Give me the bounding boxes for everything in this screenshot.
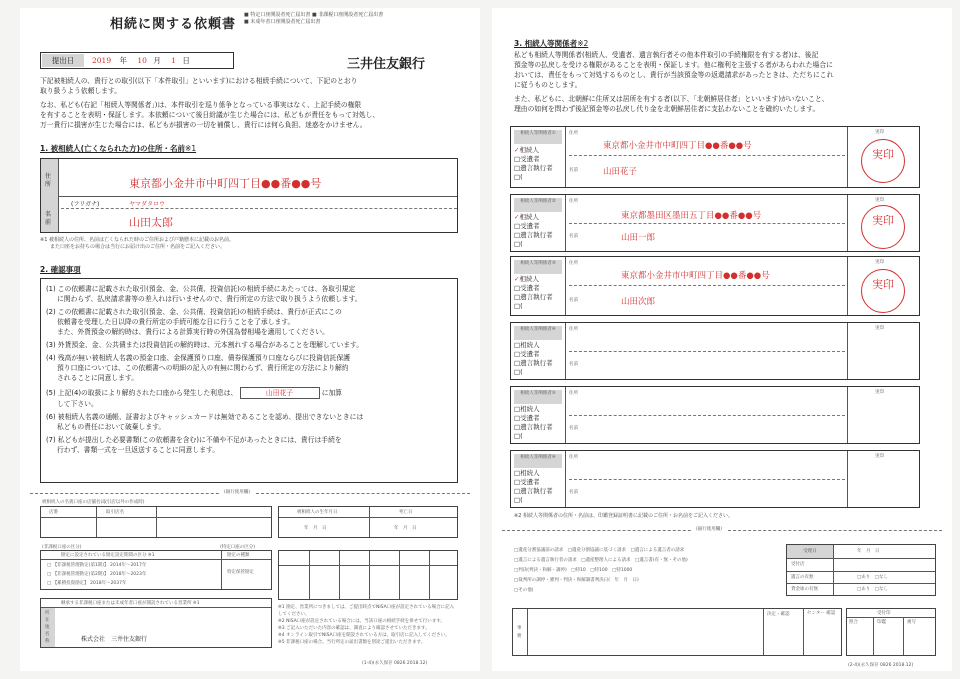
confirm-items: (1) この依頼書に記載された取引(預金、金、公共債、投資信託)の相続手続にあたっては、各取引規定 に関わらず、払戻請求書等の差入れは行いませんので、貴行所定の方法で取り扱うよう依頼します。 (2) この依頼書に記載された取引(預金、金、公共債、投資信託)の相続手続は、貴行が正式にこの 依頼書を受理した日以降の貴行所定の手続可能な日に行うことを了承します。 また、外貨預金の解約時は、貴行による計算実行時の外国為替相場を適用してください。 (3) 外貨預金、金、公共債または投資信託の解約時は、元本割れする場合があることを理解しています。 (4) 残高が無い被相続人名義の預金口座、金保護預り口座、債券保護預り口座ならびに投資信託保護 預り口座については、この依頼書への明細の記入の有無に関わらず、貴行所定の方法により解約 されることに同意します。 (5) 上記(4)の取扱により解約された口座から発生した利息は、 山田花子 に加算 して下さい。 (6) 被相続人名義の通帳、証書およびキャッシュカードは無効であることを認め、提出できないときには 私どもの責任において破棄します。 (7) 私どもが提出した必要書類(この依頼書を含む)に不備や不足があったときには、貴行は手続を 行わず、書類一式を一旦返送することに同意します。 [46, 285, 364, 454]
section-1-title: 1. 被相続人(亡くなられた方)の住所・名前※1 [40, 144, 197, 153]
heir-row: 相続人等関係者③ ✓相続人 □受遺者 □遺言執行者 □( 住所 東京都小金井市中町四丁目●●番●●号 名前 山田次郎 実印 実印 [510, 256, 920, 316]
birth-death-table: 被相続人の生年月日 死亡日 年 月 日 年 月 日 [278, 506, 458, 538]
interest-recipient[interactable]: 山田花子 [240, 387, 320, 399]
submit-date-label: 提出日 [42, 54, 84, 67]
section-2-title: 2. 確認事項 [40, 265, 81, 274]
section-3-text: 私ども相続人等関係者(相続人、受遺者、遺言執行者その他本件取引の手続権限を有する者)は、後記 預金等の払戻しを受ける権限があることを表明・保証します。他に権利を主張する者があらわれた場合に おいては、責任をもって対処するものとし、貴行が当該預金等の返還請求があったときは、ただちにこれ に従うものとします。 また、私どもに、北朝鮮に住所又は居所を有する者(以下、「北朝鮮居住者」といいます)がいないこと、 理由の如何を問わず後記預金等の払戻し代り金を北朝鮮居住者に支払わないことを確約いたします。 [514, 51, 834, 113]
heir-row: 相続人等関係者⑥ □相続人 □受遺者 □遺言執行者 □( 住所 名前 実印 [510, 450, 920, 508]
role-legatee-check[interactable]: □受遺者 [514, 284, 540, 292]
heir-row: 相続人等関係者⑤ □相続人 □受遺者 □遺言執行者 □( 住所 名前 実印 [510, 386, 920, 444]
intro-text: 下記被相続人の、貴行との取引(以下「本件取引」といいます)における相続手続について、下記のとおり 取り扱うよう依頼します。 なお、私ども(右記「相続人等関係者」)は、本件取引を巡り係争となっている事実はなく、上記手続の権限 を有することを表明・保証します。本依頼について後日紛議が生じた場合には、私どもが責任をもって対処し、 万一貴行に損害が生じた場合には、私どもが損害の一切を補償し、貴行には何ら負担、迷惑をかけません。 [40, 77, 380, 129]
heir-name[interactable]: 山田一郎 [621, 233, 656, 243]
left-page: 相続に関する依頼書 ■ 特定口座開設者死亡届出書 ■ 非課税口座開設者死亡届出書 ■ 未成年者口座開設者死亡届出書 提出日 2019 年 10 月 1 日 三井住友銀行 下記被相続人の、貴行との取引(以下「本件取引」といいます)における相続手続について、下記のとおり 取り扱うよう依頼します。 なお、私ども(右記「相続人等関係者」)は、本件取引を巡り係争となっている事実はなく、上記手続の権限 を有することを表明・保証します。本依頼について後日紛議が生じた場合には、私どもが責任をもって対処し、 万一貴行に損害が生じた場合には、私どもが損害の一切を補償し、貴行には何ら負担、迷惑をかけません。 1. 被相続人(亡くなられた方)の住所・名前※1 住所 名前 東京都小金井市中町四丁目●●番●●号 (フリガナ) ヤマダタロウ 山田太郎 ※1 被相続人の住所、名前は亡くなられた時のご住所および戸籍謄本に記載のお名前。 また口座をお持ちの場合は当行にお届け出のご住所・名前をご記入ください。 2. 確認事項 (1) この依頼書に記載された取引(預金、金、公共債、投資信託)の相続手続にあたっては、各取引規定 に関わらず、払戻請求書等の差入れは行いませんので、貴行所定の方法で取り扱うよう依頼します。 (2) この依頼書に記載された取引(預金、金、公共債、投資信託)の相続手続は、貴行が正式にこの 依頼書を受理した日以降の貴行所定の手続可能な日に行うことを了承します。 また、外貨預金の解約時は、貴行による計算実行時の外国為替相場を適用してください。 (3) 外貨預金、金、公共債または投資信託の解約時は、元本割れする場合があることを理解しています。 (4) 残高が無い被相続人名義の預金口座、金保護預り口座、債券保護預り口座ならびに投資信託保護 預り口座については、この依頼書への明細の記入の有無に関わらず、貴行所定の方法により解約 されることに同意します。 (5) 上記(4)の取扱により解約された口座から発生した利息は、 山田花子 に加算 して下さい。 (6) 被相続人名義の通帳、証書およびキャッシュカードは無効であることを認め、提出できないときには 私どもの責任において破棄します。 (7) 私どもが提出した必要書類(この依頼書を含む)に不備や不足があったときには、貴行は手続を 行わず、書類一式を一旦返送することに同意します。 (銀行使用欄) 被相続人の名義口座の店舗名(取引店以外の作成時) 店番 取引店名 被相続人の生年月日 死亡日 年 月 日 年 月 日 (非課税口座の区分) (特定口座の区分) 勘定に設定されている勘定設定期間の区分 ※1 □ 【非課税管理勘定(第1期)】 2014年〜2017年 □ 【非課税管理勘定(第2期)】 2018年〜2023年 □ 【累積投資勘定】 2018年〜2037年 勘定の種類 特定保管勘定 継承する非課税口座または未成年者口座が開設されている営業所 ※1 所 在 地 名 称 株式会社 三井住友銀行 ※1 勘定、営業所につきましては、ご提出時点でNISA口座が設定されている場合に記入してください。 ※2 NISA口座が設定されている場合には、当該口座の相続手続を併せて行います。 ※3 ご記入いただいた内容の確認は、調査により確認させていただきます。 ※4 オンライン取引でNISA口座を開設されている方は、取引店に記入してください。 ※5 非課税口座の場合、当行所定の届出書類を別途ご提出いただきます。 (1-4)(永久保存 0826 2018.12) [20, 8, 480, 671]
role-heir-check[interactable]: □相続人 [514, 405, 540, 413]
heir-name[interactable]: 山田花子 [603, 167, 638, 177]
role-heir-check[interactable]: □相続人 [514, 341, 540, 349]
heir-name[interactable]: 山田次郎 [621, 297, 656, 307]
deceased-name[interactable]: 山田太郎 [129, 216, 173, 229]
deceased-address[interactable]: 東京都小金井市中町四丁目●●番●●号 [129, 177, 322, 190]
heir-address[interactable]: 東京都小金井市中町四丁目●●番●●号 [603, 141, 752, 151]
check-table [278, 550, 458, 600]
deceased-box [40, 158, 458, 233]
heir-row: 相続人等関係者② ✓相続人 □受遺者 □遺言執行者 □( 住所 東京都墨田区墨田五丁目●●番●●号 名前 山田一郎 実印 実印 [510, 194, 920, 252]
role-heir-check[interactable]: ✓相続人 [514, 146, 539, 154]
section-1-footnote: ※1 被相続人の住所、名前は亡くなられた時のご住所および戸籍謄本に記載のお名前。 また口座をお持ちの場合は当行にお届け出のご住所・名前をご記入ください。 [40, 237, 234, 250]
nisa-table: 勘定に設定されている勘定設定期間の区分 ※1 □ 【非課税管理勘定(第1期)】 2014年〜2017年 □ 【非課税管理勘定(第2期)】 2018年〜2023年 □ 【累積投資勘定】 2018年〜2037年 勘定の種類 特定保管勘定 [40, 550, 272, 590]
company-name: 株式会社 三井住友銀行 [81, 636, 148, 643]
role-executor-check[interactable]: □遺言執行者 [514, 231, 553, 239]
addr-label: 住所 [45, 173, 52, 188]
registered-seal: 実印 [861, 205, 905, 249]
office-notes: ※1 勘定、営業所につきましては、ご提出時点でNISA口座が設定されている場合に記入してください。 ※2 NISA口座が設定されている場合には、当該口座の相続手続を併せて行います。 ※3 ご記入いただいた内容の確認は、調査により確認させていただきます。 ※4 オンライン取引でNISA口座を開設されている方は、取引店に記入してください。 ※5 非課税口座の場合、当行所定の届出書類を別途ご提出いただきます。 [278, 605, 455, 645]
deceased-furigana[interactable]: ヤマダタロウ [129, 201, 166, 208]
role-legatee-check[interactable]: □受遺者 [514, 478, 540, 486]
heir-address[interactable]: 東京都墨田区墨田五丁目●●番●●号 [621, 211, 762, 221]
role-heir-check[interactable]: ✓相続人 [514, 213, 539, 221]
heir-address[interactable]: 東京都小金井市中町四丁目●●番●●号 [621, 271, 770, 281]
bank-use-header-left: (銀行使用欄) [220, 489, 254, 495]
name-label: 名前 [45, 211, 52, 226]
form-title: 相続に関する依頼書 [110, 17, 237, 32]
section-3-title: 3. 相続人等関係者※2 [514, 39, 589, 48]
bank-use-header-right: (銀行使用欄) [692, 526, 726, 532]
form-code-left: (1-4)(永久保存 0826 2018.12) [362, 661, 428, 666]
role-executor-check[interactable]: □遺言執行者 [514, 487, 553, 495]
role-legatee-check[interactable]: □受遺者 [514, 414, 540, 422]
accept-table: 受理日 年 月 日 受付店 遺言の有無 □あり □なし 貸金庫の有無 □あり □なし [786, 544, 936, 596]
form-code-right: (2-4)(永久保存 0826 2018.12) [848, 663, 914, 668]
submit-date[interactable]: 2019 年 10 月 1 日 [92, 56, 190, 65]
role-heir-check[interactable]: ✓相続人 [514, 275, 539, 283]
stamp-table: 受付印 照合 印鑑 複写 [846, 608, 936, 656]
role-legatee-check[interactable]: □受遺者 [514, 350, 540, 358]
memo-table: 事 務 決定・確認 センター 確認 [512, 608, 842, 656]
heir-row: 相続人等関係者① ✓相続人 □受遺者 □遺言執行者 □( 住所 東京都小金井市中町四丁目●●番●●号 名前 山田花子 実印 実印 [510, 126, 920, 188]
furigana-label: (フリガナ) [71, 201, 100, 208]
minor-office-table: 継承する非課税口座または未成年者口座が開設されている営業所 ※1 所 在 地 名 称 株式会社 三井住友銀行 [40, 598, 272, 648]
role-legatee-check[interactable]: □受遺者 [514, 222, 540, 230]
store-table: 店番 取引店名 [40, 506, 272, 538]
role-heir-check[interactable]: □相続人 [514, 469, 540, 477]
registered-seal: 実印 [861, 269, 905, 313]
heir-row: 相続人等関係者④ □相続人 □受遺者 □遺言執行者 □( 住所 名前 実印 [510, 322, 920, 380]
role-executor-check[interactable]: □遺言執行者 [514, 359, 553, 367]
role-executor-check[interactable]: □遺言執行者 [514, 164, 553, 172]
form-options [244, 12, 480, 26]
option-3[interactable]: ■ 未成年者口座開設者死亡届出書 [244, 19, 321, 25]
right-page [492, 8, 952, 671]
role-legatee-check[interactable]: □受遺者 [514, 155, 540, 163]
registered-seal: 実印 [861, 139, 905, 183]
option-1[interactable]: ■ 特定口座開設者死亡届出書 [244, 12, 311, 18]
role-executor-check[interactable]: □遺言執行者 [514, 293, 553, 301]
request-type-checks[interactable]: □遺産分割協議前の請求 □遺産分割協議に基づく請求 □遺言による遺言者の請求 □遺言による遺言執行者の請求 □遺産整理人による請求 □遺言書(有・無・その他) □判決(判決・和解・調停) □特10 □特100 □特1000 □裁判所の調停・審判・判決・和解調書判決日( 年 月 日) □その他( [514, 548, 688, 593]
role-executor-check[interactable]: □遺言執行者 [514, 423, 553, 431]
section-3-footnote: ※2 相続人等関係者の住所・名前は、印鑑登録証明書に記載のご住所・お名前をご記入ください。 [514, 513, 733, 519]
option-2[interactable]: ■ 非課税口座開設者死亡届出書 [311, 12, 384, 18]
bank-name: 三井住友銀行 [347, 57, 426, 72]
